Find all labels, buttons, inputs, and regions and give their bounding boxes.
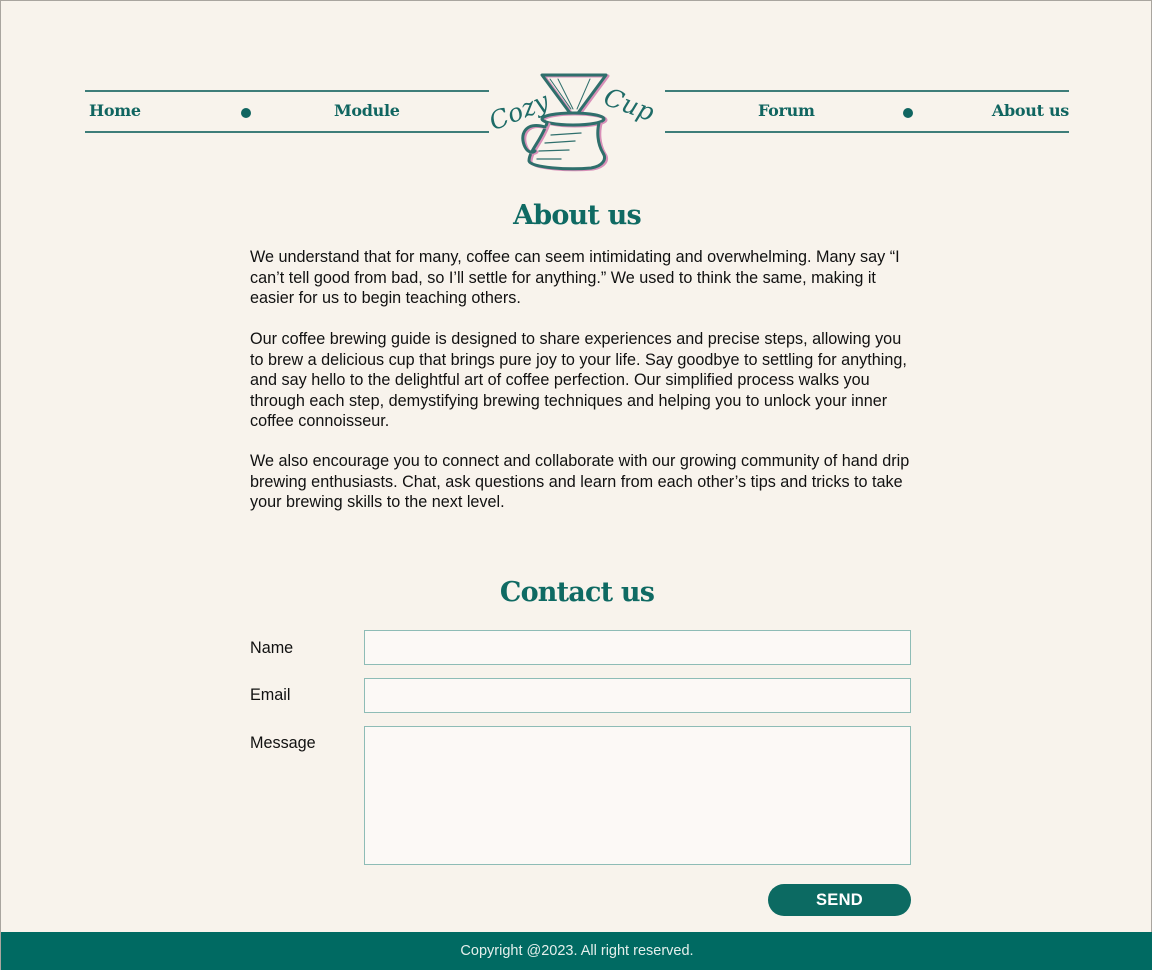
about-paragraph-3: We also encourage you to connect and collaborate with our growing community of hand drip brewing enthusiasts. Chat, ask questions and learn from each other’s tips and tricks to take your brewing skills to the next level. [250,452,910,511]
name-field[interactable] [364,630,911,665]
svg-text:Cozy: Cozy [485,86,553,137]
message-textarea[interactable] [364,726,911,865]
about-title: About us [513,200,641,231]
send-button[interactable]: SEND [768,884,911,916]
site-header [1,1,1152,181]
logo-link[interactable] [485,69,655,173]
email-label: Email [250,686,291,704]
pour-over-coffee-icon [485,69,655,173]
about-paragraph-1: We understand that for many, coffee can seem intimidating and overwhelming. Many say “I can’t tell good from bad, so I’ll settle for anything.” We used to think the same, making it easier for us to begin teaching others. [250,248,900,307]
site-footer [1,932,1152,970]
nav-link-about-us[interactable]: About us [991,101,1069,120]
nav-link-module[interactable]: Module [334,101,400,120]
svg-text:Cup: Cup [600,82,655,127]
about-paragraph-2: Our coffee brewing guide is designed to share experiences and precise steps, allowing you to brew a delicious cup that brings pure joy to your life. Say goodbye to settling for anything, and say hello to the delightful art of coffee perfection. Our simplified process walks you through each step, demystifying brewing techniques and helping you to unlock your inner coffee connoisseur. [250,330,907,430]
nav-link-forum[interactable]: Forum [758,101,815,120]
name-label: Name [250,639,294,657]
message-label: Message [250,734,316,752]
contact-title: Contact us [499,577,655,608]
nav-divider-dot [241,108,251,118]
email-field[interactable] [364,678,911,713]
nav-right [665,90,1069,133]
nav-divider-dot [903,108,913,118]
nav-link-home[interactable]: Home [89,101,141,120]
nav-left [85,90,489,133]
copyright-text: Copyright @2023. All right reserved. [460,943,694,959]
